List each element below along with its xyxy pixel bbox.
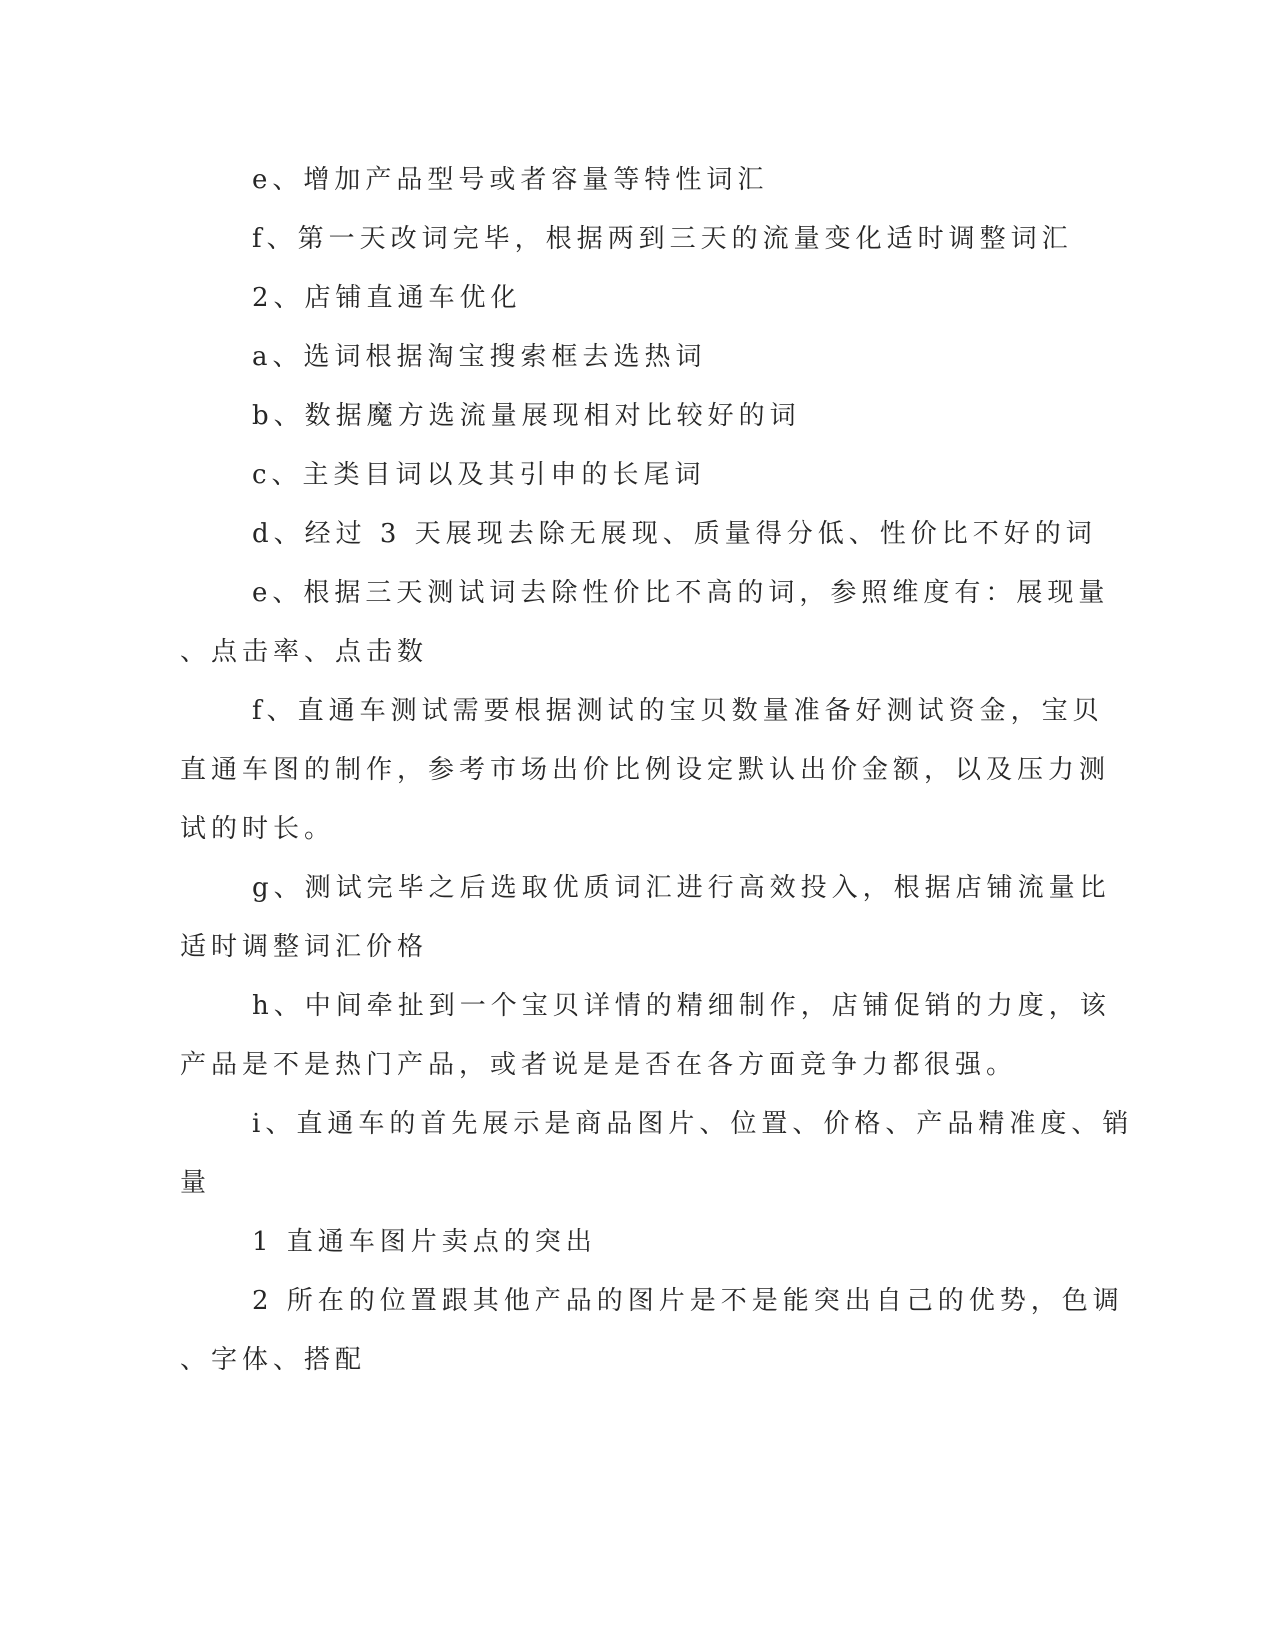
text-line: 、字体、搭配 bbox=[180, 1345, 367, 1375]
text-line: a、选词根据淘宝搜索框去选热词 bbox=[252, 342, 707, 372]
text-line: e、根据三天测试词去除性价比不高的词，参照维度有：展现量 bbox=[252, 578, 1110, 608]
text-line: c、主类目词以及其引申的长尾词 bbox=[252, 460, 706, 490]
text-line: 、点击率、点击数 bbox=[180, 637, 429, 667]
text-line: i、直通车的首先展示是商品图片、位置、价格、产品精准度、销 bbox=[252, 1109, 1134, 1139]
text-line: 量 bbox=[180, 1168, 212, 1198]
text-line: 2、店铺直通车优化 bbox=[252, 283, 522, 313]
text-line: 2 所在的位置跟其他产品的图片是不是能突出自己的优势，色调 bbox=[252, 1286, 1124, 1316]
text-line: 适时调整词汇价格 bbox=[180, 932, 429, 962]
text-line: b、数据魔方选流量展现相对比较好的词 bbox=[252, 401, 801, 431]
text-line: f、第一天改词完毕，根据两到三天的流量变化适时调整词汇 bbox=[252, 224, 1073, 254]
text-line: h、中间牵扯到一个宝贝详情的精细制作，店铺促销的力度，该 bbox=[252, 991, 1111, 1021]
text-line: 试的时长。 bbox=[180, 814, 336, 844]
text-line: f、直通车测试需要根据测试的宝贝数量准备好测试资金，宝贝 bbox=[252, 696, 1104, 726]
text-line: g、测试完毕之后选取优质词汇进行高效投入，根据店铺流量比 bbox=[252, 873, 1111, 903]
text-line: 直通车图的制作，参考市场出价比例设定默认出价金额，以及压力测 bbox=[180, 755, 1111, 785]
text-line: e、增加产品型号或者容量等特性词汇 bbox=[252, 165, 769, 195]
text-line: 产品是不是热门产品，或者说是是否在各方面竞争力都很强。 bbox=[180, 1050, 1018, 1080]
text-line: d、经过 3 天展现去除无展现、质量得分低、性价比不好的词 bbox=[252, 519, 1097, 549]
text-line: 1 直通车图片卖点的突出 bbox=[252, 1227, 597, 1257]
